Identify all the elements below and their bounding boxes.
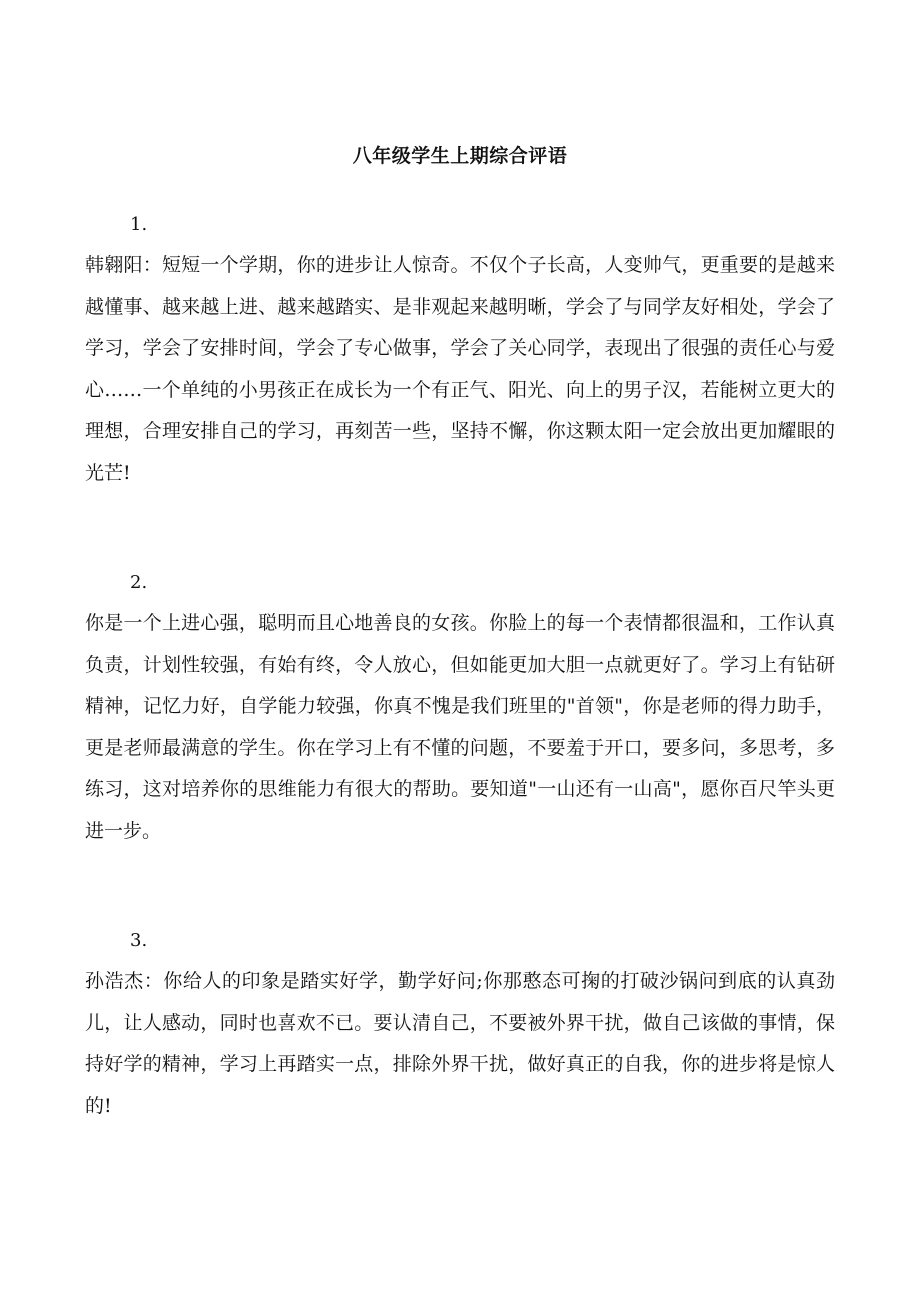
section-number: 1. — [130, 214, 148, 235]
comment-section-2 — [85, 563, 835, 852]
comment-section-3 — [85, 921, 835, 1127]
section-number: 3. — [130, 930, 148, 951]
comment-section-1 — [85, 205, 835, 494]
section-number: 2. — [130, 572, 148, 593]
comment-paragraph: 孙浩杰：你给人的印象是踏实好学，勤学好问;你那憨态可掬的打破沙锅问到底的认真劲儿，让人感动，同时也喜欢不已。要认清自己，不要被外界干扰，做自己该做的事情，保持好学的精神，学习上再踏实一点，排除外界干扰，做好真正的自我，你的进步将是惊人的! — [85, 970, 835, 1117]
comment-paragraph: 韩翱阳：短短一个学期，你的进步让人惊奇。不仅个子长高，人变帅气，更重要的是越来越懂事、越来越上进、越来越踏实、是非观起来越明晰，学会了与同学友好相处，学会了学习，学会了安排时间，学会了专心做事，学会了关心同学，表现出了很强的责任心与爱心……一个单纯的小男孩正在成长为一个有正气、阳光、向上的男子汉，若能树立更大的理想，合理安排自己的学习，再刻苦一些，坚持不懈，你这颗太阳一定会放出更加耀眼的光芒! — [85, 254, 835, 484]
document-title: 八年级学生上期综合评语 — [352, 145, 568, 167]
comment-paragraph: 你是一个上进心强，聪明而且心地善良的女孩。你脸上的每一个表情都很温和，工作认真负责，计划性较强，有始有终，令人放心，但如能更加大胆一点就更好了。学习上有钻研精神，记忆力好，自学能力较强，你真不愧是我们班里的"首领"，你是老师的得力助手，更是老师最满意的学生。你在学习上有不懂的问题，不要羞于开口，要多问，多思考，多练习，这对培养你的思维能力有很大的帮助。要知道"一山还有一山高"，愿你百尺竿头更进一步。 — [85, 612, 835, 842]
